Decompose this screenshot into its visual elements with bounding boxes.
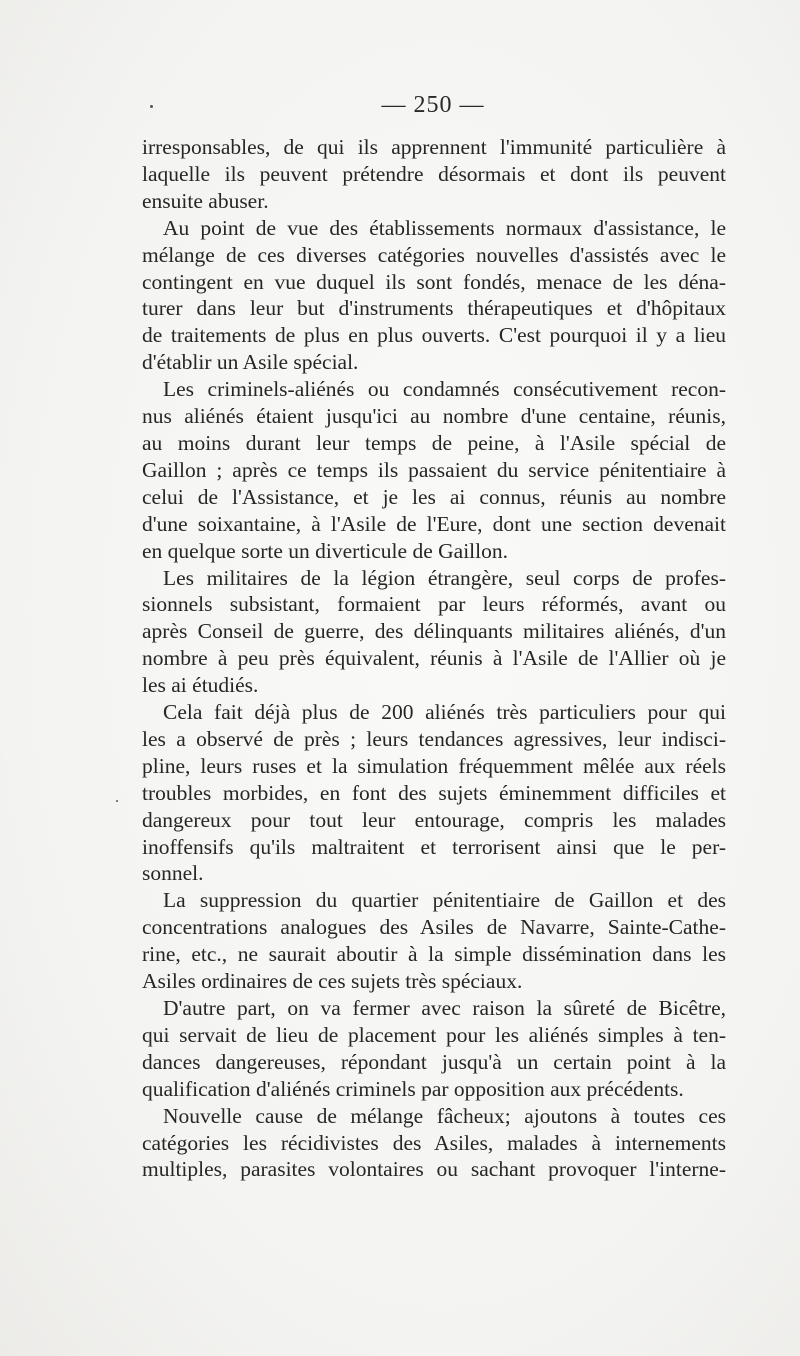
text-line: qui servait de lieu de placement pour les aliénés simples à ten- [142,1022,726,1047]
text-line: concentrations analogues des Asiles de Navarre, Sainte-Cathe- [142,915,726,940]
text-line: troubles morbides, en font des sujets éminemment difficiles et [142,780,726,805]
text-line: au moins durant leur temps de peine, à l'Asile spécial de [142,430,726,455]
text-line: en quelque sorte un diverticule de Gaillon. [142,538,508,563]
text-line: pline, leurs ruses et la simulation fréquemment mêlée aux réels [142,753,726,778]
text-line: après Conseil de guerre, des délinquants militaires aliénés, d'un [142,619,726,644]
body-text [142,134,726,1183]
text-line: laquelle ils peuvent prétendre désormais et dont ils peuvent [142,161,726,186]
text-line: sionnels subsistant, formaient par leurs réformés, avant ou [142,592,726,617]
text-line: d'une soixantaine, à l'Asile de l'Eure, dont une section devenait [142,511,726,536]
text-line: Cela fait déjà plus de 200 aliénés très particuliers pour qui [163,700,726,725]
text-line: Asiles ordinaires de ces sujets très spéciaux. [142,969,523,994]
text-line: de traitements de plus en plus ouverts. C'est pourquoi il y a lieu [142,323,726,348]
text-line: dangereux pour tout leur entourage, compris les malades [142,807,726,832]
text-line: La suppression du quartier pénitentiaire de Gaillon et des [163,888,726,913]
text-line: turer dans leur but d'instruments thérapeutiques et d'hôpitaux [142,296,726,321]
text-line: ensuite abuser. [142,188,269,213]
text-line: nombre à peu près équivalent, réunis à l'Asile de l'Allier où je [142,646,726,671]
text-line: D'autre part, on va fermer avec raison la sûreté de Bicêtre, [163,996,726,1020]
text-line: dances dangereuses, répondant jusqu'à un certain point à la [142,1049,726,1074]
text-line: d'établir un Asile spécial. [142,350,359,375]
text-line: multiples, parasites volontaires ou sachant provoquer l'interne- [142,1157,726,1182]
text-line: mélange de ces diverses catégories nouvelles d'assistés avec le [142,242,726,267]
page-number: — 250 — [381,92,485,118]
text-line: Gaillon ; après ce temps ils passaient du service pénitentiaire à [142,457,726,482]
text-line: nus aliénés étaient jusqu'ici au nombre d'une centaine, réunis, [142,404,726,429]
text-line: les ai étudiés. [142,673,259,698]
text-line: sonnel. [142,861,204,886]
text-line: Au point de vue des établissements normaux d'assistance, le [163,215,726,240]
print-speck [116,800,118,802]
text-line: celui de l'Assistance, et je les ai connus, réunis au nombre [142,484,726,509]
text-line: inoffensifs qu'ils maltraitent et terrorisent ainsi que le per- [142,834,726,859]
text-line: contingent en vue duquel ils sont fondés, menace de les déna- [142,269,726,294]
text-line: les a observé de près ; leurs tendances agressives, leur indisci- [142,726,726,751]
text-line: catégories les récidivistes des Asiles, malades à internements [142,1130,726,1155]
text-line: Les criminels-aliénés ou condamnés consécutivement recon- [163,377,726,402]
text-line: irresponsables, de qui ils apprennent l'immunité particulière à [142,135,726,159]
text-line: rine, etc., ne saurait aboutir à la simple dissémination dans les [142,942,726,967]
text-line: Nouvelle cause de mélange fâcheux; ajoutons à toutes ces [163,1103,726,1128]
text-line: qualification d'aliénés criminels par opposition aux précédents. [142,1076,684,1101]
text-line: Les militaires de la légion étrangère, seul corps de profes- [163,565,726,590]
